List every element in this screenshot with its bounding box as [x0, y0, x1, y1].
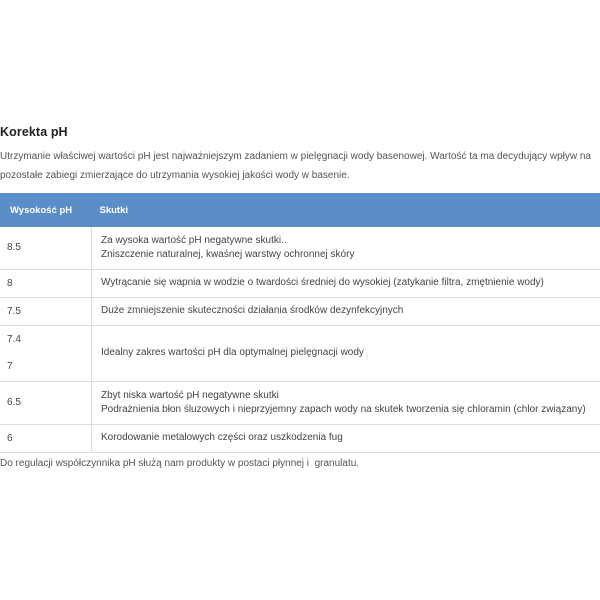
header-effects: Skutki	[99, 204, 129, 216]
effect-line: Duże zmniejszenie skuteczności działania środków dezynfekcyjnych	[101, 305, 404, 316]
header-ph: Wysokość pH	[10, 204, 73, 216]
section-heading: Korekta pH	[0, 125, 68, 139]
intro-paragraph	[0, 147, 600, 185]
ph-value: 7.4	[0, 325, 92, 353]
outro-paragraph: Do regulacji współczynnika pH służą nam produkty w postaci płynnej i granulatu.	[0, 458, 360, 469]
table-row	[0, 325, 600, 353]
effect-line: Korodowanie metalowych części oraz uszkodzenia fug	[101, 432, 343, 443]
table-row	[0, 269, 600, 297]
ph-value: 6	[0, 424, 92, 452]
effect-cell	[92, 297, 600, 325]
effect-line: Idealny zakres wartości pH dla optymalnej pielęgnacji wody	[101, 347, 364, 358]
effect-cell	[92, 381, 600, 424]
effect-cell	[92, 325, 600, 381]
ph-value: 6.5	[0, 381, 92, 424]
table-row	[0, 381, 600, 424]
intro-line-1: Utrzymanie właściwej wartości pH jest najważniejszym zadaniem w pielęgnacji wody basenowej. Wartość ta ma decydujący wpływ na	[0, 151, 591, 162]
effect-line: Zniszczenie naturalnej, kwaśnej warstwy ochronnej skóry	[101, 248, 355, 260]
ph-value: 7.5	[0, 297, 92, 325]
ph-value: 8	[0, 269, 92, 297]
ph-table	[0, 193, 600, 453]
table-header-row	[0, 193, 600, 227]
ph-value: 7	[0, 353, 92, 381]
effect-cell	[92, 269, 600, 297]
intro-line-2: pozostałe zabiegi zmierzające do utrzymania wysokiej jakości wody w basenie.	[0, 170, 350, 181]
effect-cell	[92, 227, 600, 269]
effect-line: Zbyt niska wartość pH negatywne skutki	[101, 389, 279, 401]
effect-line: Wytrącanie się wapnia w wodzie o twardości średniej do wysokiej (zatykanie filtra, zmętnienie wody)	[101, 277, 544, 288]
effect-line: Podrażnienia błon śluzowych i nieprzyjemny zapach wody na skutek tworzenia się chloramin (chlor związany)	[101, 403, 586, 415]
table-row	[0, 424, 600, 452]
ph-value: 8.5	[0, 227, 92, 269]
effect-cell	[92, 424, 600, 452]
effect-line: Za wysoka wartość pH negatywne skutki..	[101, 234, 287, 246]
table-row	[0, 227, 600, 269]
table-row	[0, 297, 600, 325]
